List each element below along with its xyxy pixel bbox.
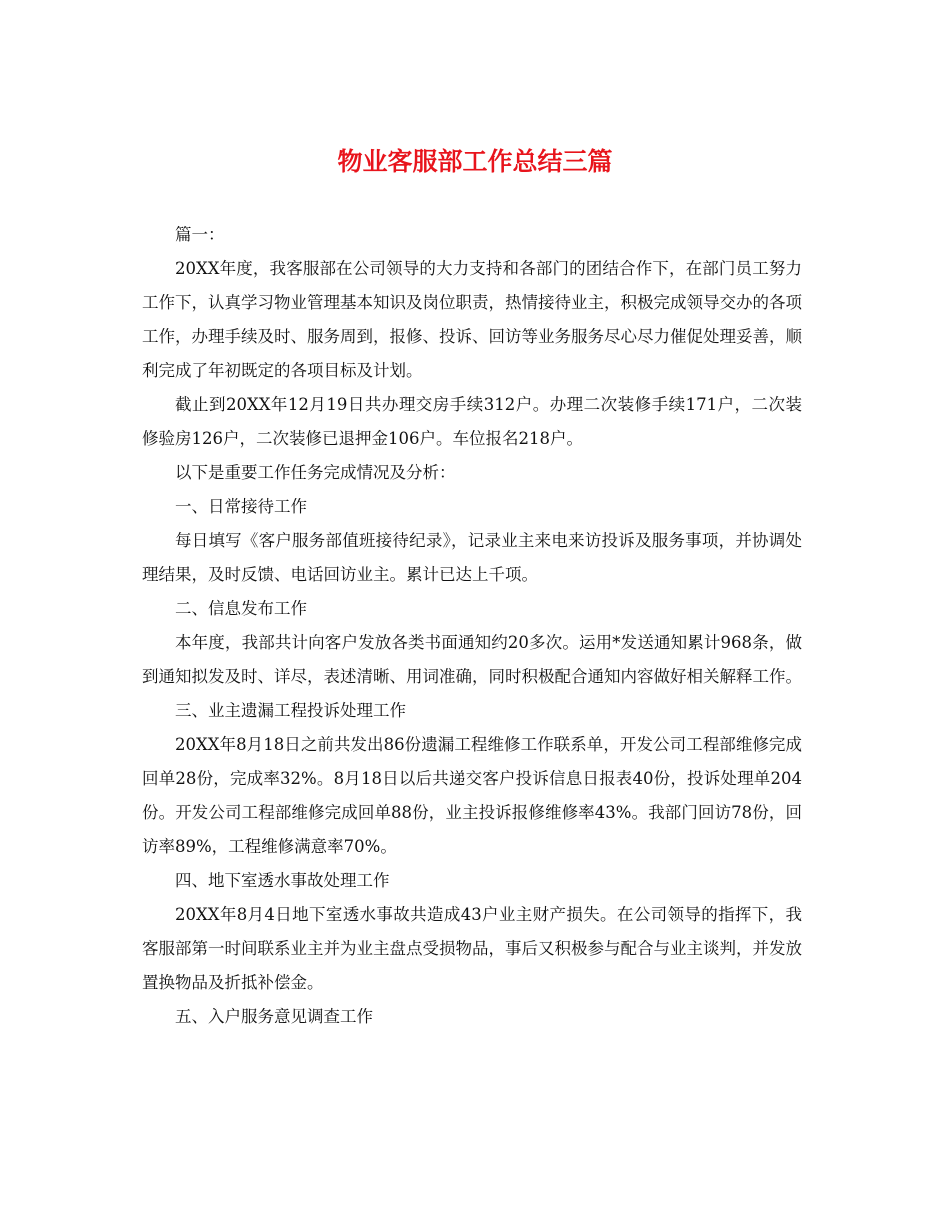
heading-survey: 五、入户服务意见调查工作 (175, 1007, 373, 1026)
heading-daily-reception: 一、日常接待工作 (175, 497, 307, 516)
paragraph-statistics: 截止到20XX年12月19日共办理交房手续312户。办理二次装修手续171户，二次装修验房126户，二次装修已退押金106户。车位报名218户。 (142, 395, 802, 448)
document-body (142, 218, 802, 1034)
heading-info-release: 二、信息发布工作 (175, 599, 307, 618)
paragraph-info-release: 本年度，我部共计向客户发放各类书面通知约20多次。运用*发送通知累计968条，做到通知拟发及时、详尽，表述清晰、用词准确，同时积极配合通知内容做好相关解释工作。 (142, 633, 802, 686)
heading-basement-incident: 四、地下室透水事故处理工作 (175, 871, 390, 890)
paragraph-analysis-lead: 以下是重要工作任务完成情况及分析： (175, 463, 456, 482)
paragraph-basement-incident: 20XX年8月4日地下室透水事故共造成43户业主财产损失。在公司领导的指挥下，我客服部第一时间联系业主并为业主盘点受损物品，事后又积极参与配合与业主谈判，并发放置换物品及折抵补偿金。 (142, 905, 802, 992)
paragraph-section-label: 篇一： (175, 225, 225, 244)
heading-complaint-handling: 三、业主遗漏工程投诉处理工作 (175, 701, 406, 720)
document-title: 物业客服部工作总结三篇 (337, 147, 613, 176)
paragraph-intro: 20XX年度，我客服部在公司领导的大力支持和各部门的团结合作下，在部门员工努力工作下，认真学习物业管理基本知识及岗位职责，热情接待业主，积极完成领导交办的各项工作，办理手续及时、服务周到，报修、投诉、回访等业务服务尽心尽力催促处理妥善，顺利完成了年初既定的各项目标及计划。 (142, 259, 802, 380)
paragraph-complaint-handling: 20XX年8月18日之前共发出86份遗漏工程维修工作联系单，开发公司工程部维修完成回单28份，完成率32%。8月18日以后共递交客户投诉信息日报表40份，投诉处理单204份。开发公司工程部维修完成回单88份，业主投诉报修维修率43%。我部门回访78份，回访率89%，工程维修满意率70%。 (142, 735, 802, 856)
paragraph-daily-reception: 每日填写《客户服务部值班接待纪录》，记录业主来电来访投诉及服务事项，并协调处理结果，及时反馈、电话回访业主。累计已达上千项。 (142, 531, 802, 584)
